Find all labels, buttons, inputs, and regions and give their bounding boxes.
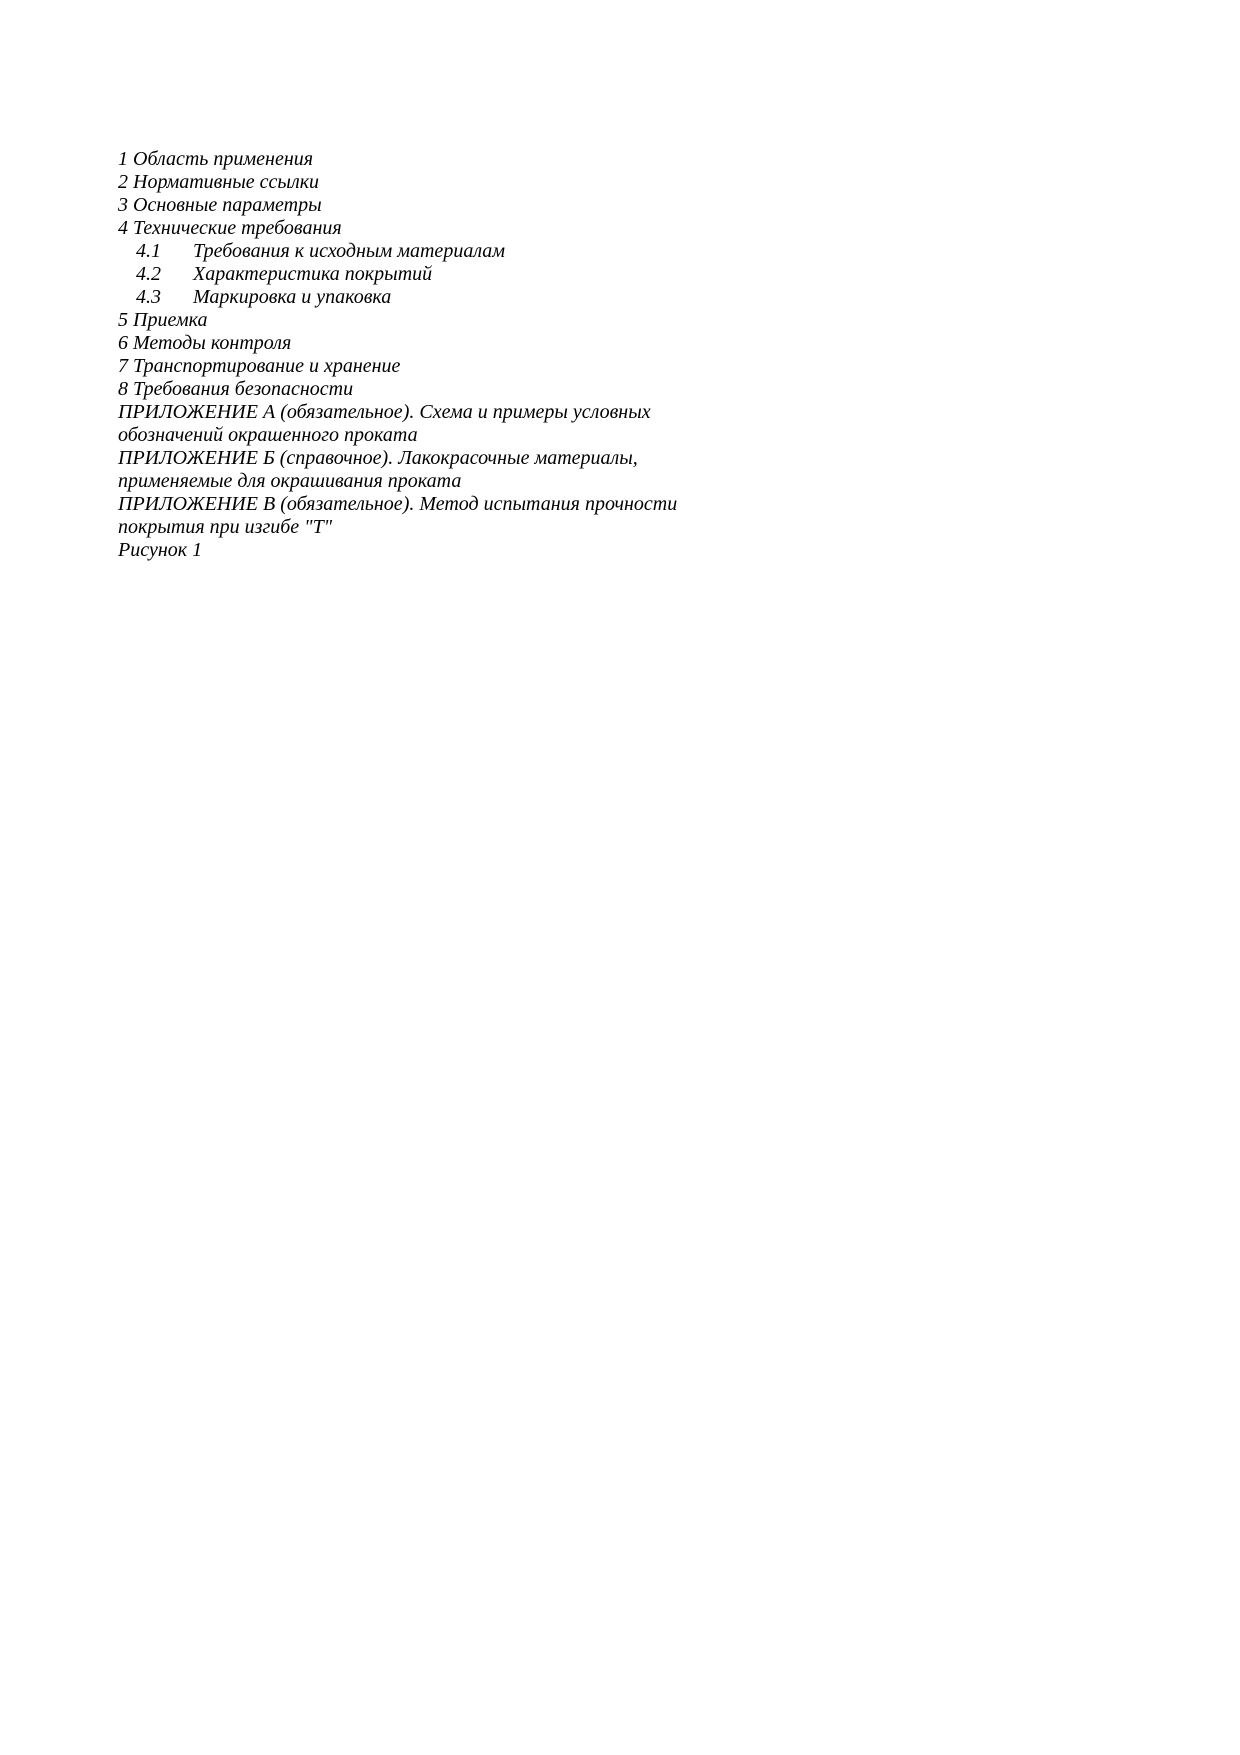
toc-appendix-b[interactable] [118,447,758,493]
toc-item-7[interactable]: 7 Транспортирование и хранение [118,355,401,377]
toc-subitem-4-2[interactable] [118,263,758,286]
toc-subitem-number: 4.2 [136,263,161,285]
toc-appendix-a[interactable] [118,401,758,447]
toc-item-3[interactable]: 3 Основные параметры [118,194,322,216]
toc-item-8[interactable]: 8 Требования безопасности [118,378,354,400]
toc-appendix-v-line1: ПРИЛОЖЕНИЕ В (обязательное). Метод испытания прочности [118,493,678,515]
toc-appendix-a-line1: ПРИЛОЖЕНИЕ А (обязательное). Схема и примеры условных [118,401,651,423]
toc-item-2[interactable]: 2 Нормативные ссылки [118,171,320,193]
toc-subitem-4-1[interactable] [118,240,758,263]
toc-appendix-v-line2: покрытия при изгибе "Т" [118,516,333,538]
toc-subitem-number: 4.3 [136,286,161,308]
toc-item-1[interactable]: 1 Область применения [118,148,314,170]
toc-subitem-4-3[interactable] [118,286,758,309]
toc-item-6[interactable]: 6 Методы контроля [118,332,292,354]
toc-subitem-label: Требования к исходным материалам [193,240,506,262]
toc-item-4[interactable]: 4 Технические требования [118,217,342,239]
toc-appendix-b-line2: применяемые для окрашивания проката [118,470,462,492]
toc-subitem-number: 4.1 [136,240,161,262]
table-of-contents [118,148,758,562]
toc-appendix-b-line1: ПРИЛОЖЕНИЕ Б (справочное). Лакокрасочные материалы, [118,447,638,469]
toc-appendix-a-line2: обозначений окрашенного проката [118,424,418,446]
toc-subitem-label: Маркировка и упаковка [193,286,392,308]
toc-appendix-v[interactable] [118,493,758,539]
toc-figure-1[interactable]: Рисунок 1 [118,539,203,561]
toc-item-5[interactable]: 5 Приемка [118,309,208,331]
toc-subitem-label: Характеристика покрытий [193,263,433,285]
